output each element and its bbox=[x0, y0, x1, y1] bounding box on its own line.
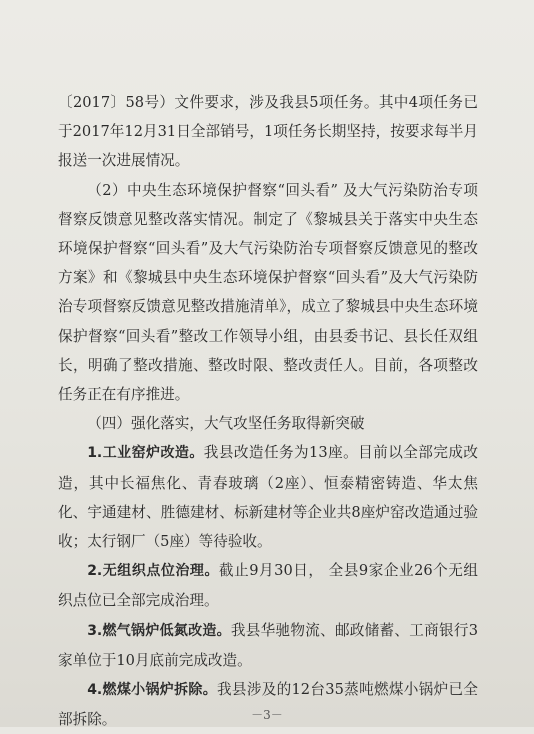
paragraph-text: 截止9月30日， 全县9家企业26个无组织点位已全部完成治理。 bbox=[58, 562, 478, 610]
document-body bbox=[58, 88, 478, 734]
paragraph-coal-boiler bbox=[58, 675, 478, 734]
lead-heading: 3.燃气锅炉低氮改造。 bbox=[87, 622, 231, 639]
paragraph-kiln-reform bbox=[58, 438, 478, 556]
paragraph-unorganized-points bbox=[58, 556, 478, 615]
paragraph-item-2: （2）中央生态环境保护督察“回头看” 及大气污染防治专项督察反馈意见整改落实情况。制定了《黎城县关于落实中央生态环境保护督察“回头看”及大气污染防治专项督察反馈意见的整改方案》和《黎城县中央生态环境保护督察“回头看”及大气污染防治专项督察反馈意见整改措施清单》，成立了黎城县中央生态环境保护督察“回头看”整改工作领导小组，由县委书记、县长任双组长，明确了整改措施、整改时限、整改责任人。目前，各项整改任务正在有序推进。 bbox=[58, 181, 478, 404]
paragraph-continuation: 〔2017〕58号）文件要求，涉及我县5项任务。其中4项任务已于2017年12月31日全部销号，1项任务长期坚持，按要求每半月报送一次进展情况。 bbox=[58, 94, 478, 170]
section-heading: （四）强化落实，大气攻坚任务取得新突破 bbox=[87, 415, 365, 433]
paragraph-text: 我县华驰物流、邮政储蓄、工商银行3家单位于10月底前完成改造。 bbox=[58, 621, 478, 669]
paragraph-text: 我县改造任务为13座。目前以全部完成改造，其中长福焦化、青春玻璃（2座）、恒泰精密铸造、华太焦化、宇通建材、胜德建材、标新建材等企业共8座炉窑改造通过验收；太行钢厂（5座）等待验收。 bbox=[58, 444, 478, 551]
paragraph-text: 我县涉及的12台35蒸吨燃煤小锅炉已全部拆除。 bbox=[58, 681, 478, 729]
lead-heading: 2.无组织点位治理。 bbox=[87, 563, 219, 580]
lead-heading: 1.工业窑炉改造。 bbox=[87, 445, 204, 462]
lead-heading: 4.燃煤小锅炉拆除。 bbox=[87, 682, 218, 699]
page-number: －3－ bbox=[251, 708, 283, 722]
paragraph-gas-boiler bbox=[58, 616, 478, 675]
